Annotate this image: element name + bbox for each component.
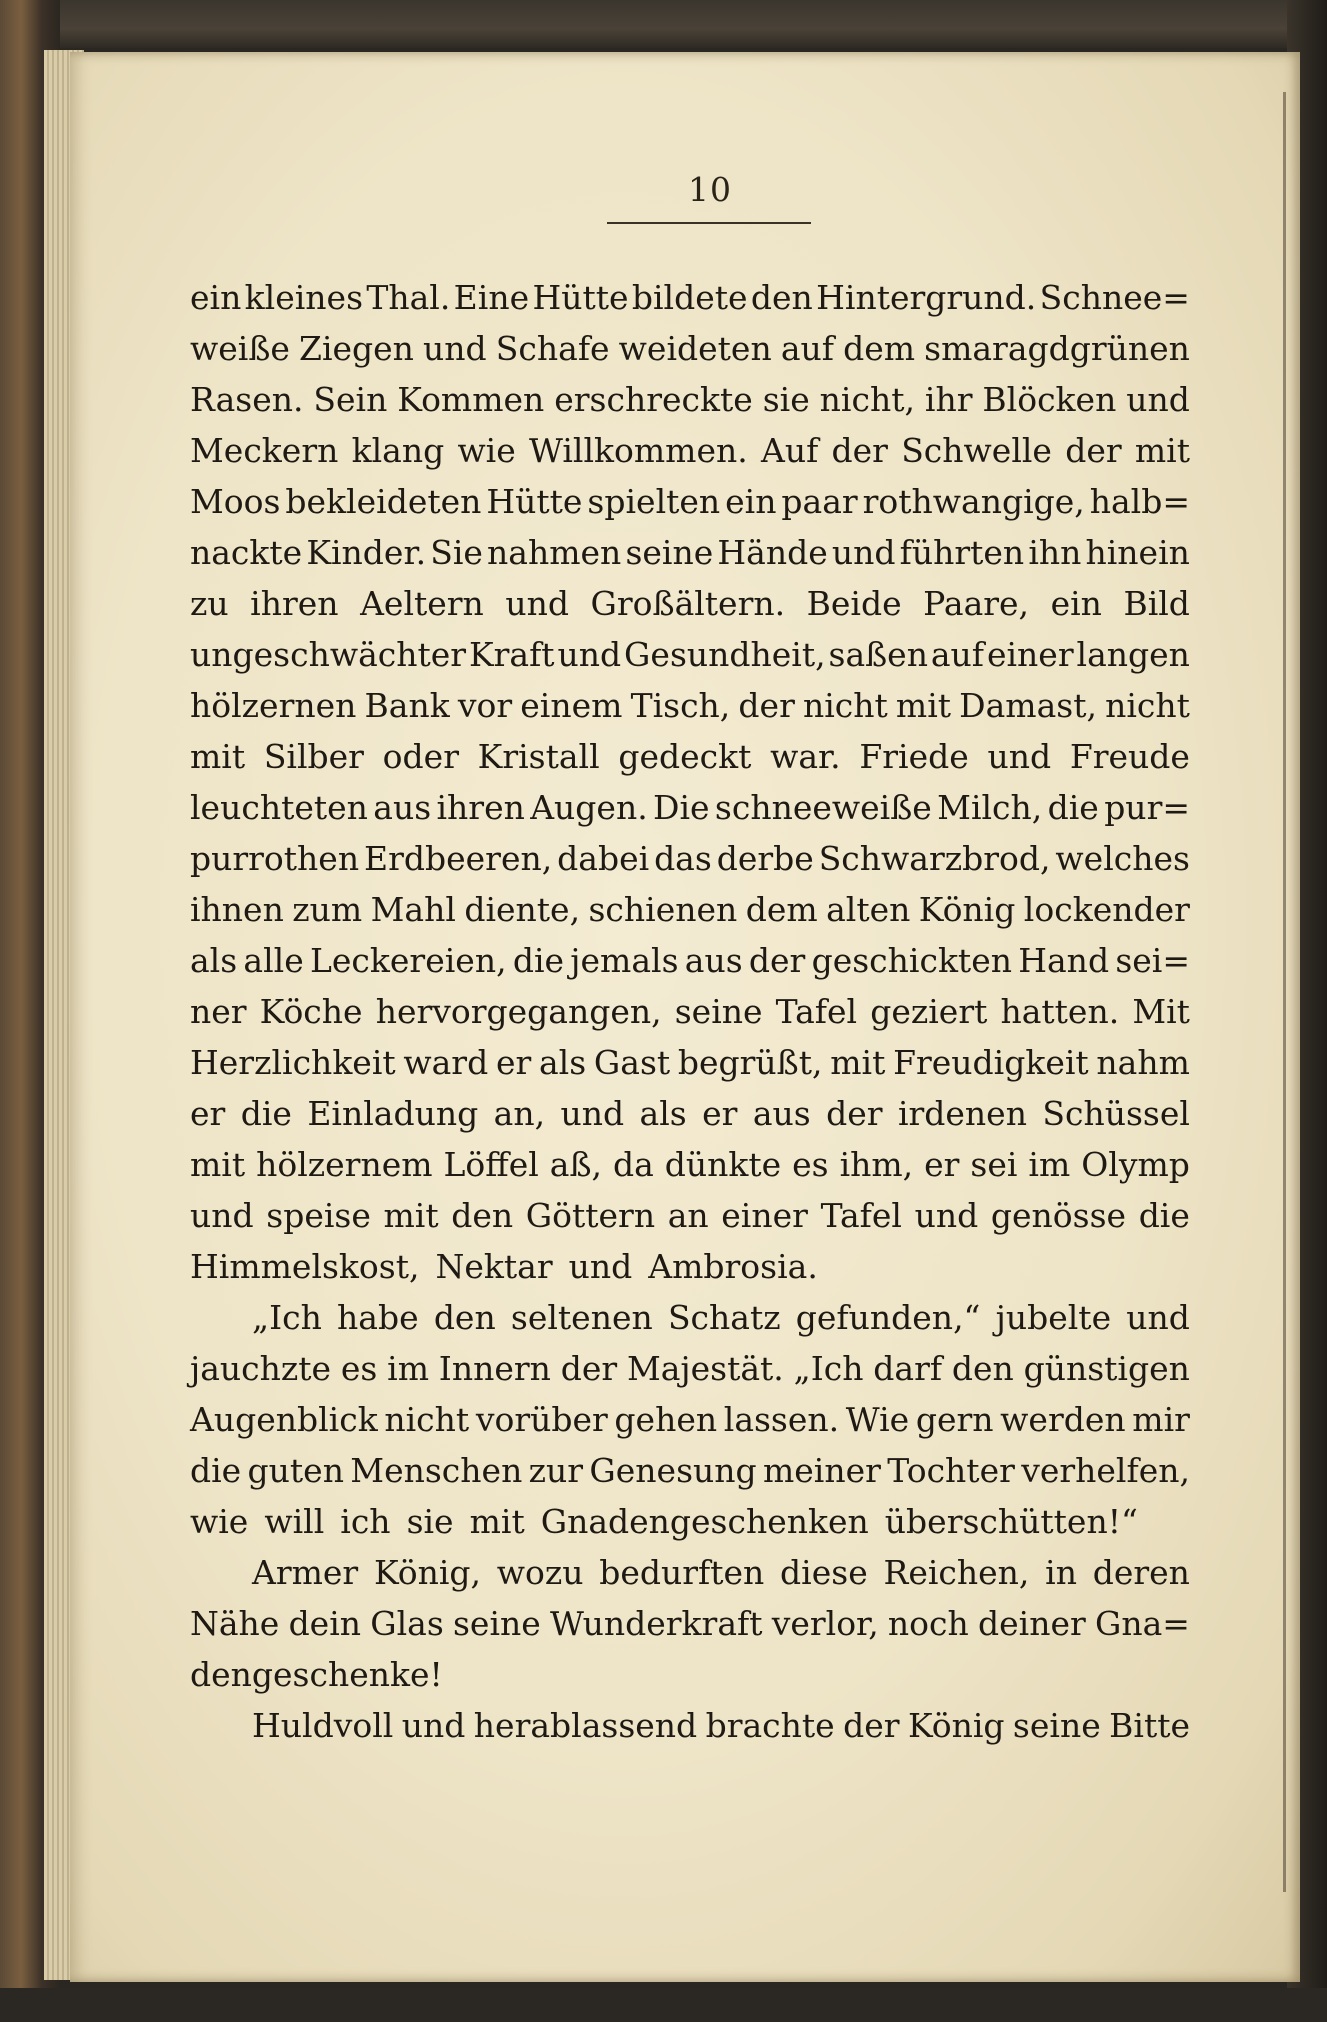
text-line: Meckern klang wie Willkommen. Auf der Schwelle der mit [190, 431, 1190, 470]
text-line: die guten Menschen zur Genesung meiner Tochter verhelfen, [190, 1451, 1190, 1490]
text-line: Himmelskost, Nektar und Ambrosia. [190, 1247, 818, 1286]
text-line: dengeschenke! [190, 1655, 443, 1694]
text-line: purrothen Erdbeeren, dabei das derbe Schwarzbrod, welches [190, 839, 1190, 878]
page-number: 10 [688, 170, 732, 209]
book-cover-bottom [0, 1988, 1327, 2022]
text-line: ungeschwächter Kraft und Gesundheit, saßen auf einer langen [190, 635, 1190, 674]
body-text [190, 272, 1190, 1751]
text-line: ner Köche hervorgegangen, seine Tafel geziert hatten. Mit [190, 992, 1190, 1031]
book-cover-top [0, 0, 1327, 48]
text-line: Rasen. Sein Kommen erschreckte sie nicht, ihr Blöcken und [190, 380, 1190, 419]
gutter-line [1283, 92, 1286, 1892]
text-line: nackte Kinder. Sie nahmen seine Hände und führten ihn hinein [190, 533, 1190, 572]
text-line: leuchteten aus ihren Augen. Die schneeweiße Milch, die pur= [190, 788, 1190, 827]
text-line: er die Einladung an, und als er aus der irdenen Schüssel [190, 1094, 1190, 1133]
text-line: mit Silber oder Kristall gedeckt war. Friede und Freude [190, 737, 1190, 776]
text-line: ihnen zum Mahl diente, schienen dem alten König lockender [190, 890, 1190, 929]
header-rule [607, 222, 811, 224]
text-line: jauchzte es im Innern der Majestät. „Ich darf den günstigen [190, 1349, 1190, 1388]
text-line: als alle Leckereien, die jemals aus der geschickten Hand sei= [190, 941, 1190, 980]
text-line: Moos bekleideten Hütte spielten ein paar rothwangige, halb= [190, 482, 1190, 521]
text-line: wie will ich sie mit Gnadengeschenken überschütten!“ [190, 1502, 1138, 1541]
text-line: Augenblick nicht vorüber gehen lassen. Wie gern werden mir [190, 1400, 1190, 1439]
text-line: „Ich habe den seltenen Schatz gefunden,“ jubelte und [252, 1298, 1190, 1337]
text-line: Armer König, wozu bedurften diese Reichen, in deren [252, 1553, 1190, 1592]
text-line: zu ihren Aeltern und Großältern. Beide Paare, ein Bild [190, 584, 1190, 623]
text-line: ein kleines Thal. Eine Hütte bildete den Hintergrund. Schnee= [190, 278, 1190, 317]
text-line: Nähe dein Glas seine Wunderkraft verlor, noch deiner Gna= [190, 1604, 1190, 1643]
text-line: mit hölzernem Löffel aß, da dünkte es ihm, er sei im Olymp [190, 1145, 1190, 1184]
text-line: und speise mit den Göttern an einer Tafel und genösse die [190, 1196, 1190, 1235]
text-line: Herzlichkeit ward er als Gast begrüßt, mit Freudigkeit nahm [190, 1043, 1190, 1082]
text-line: Huldvoll und herablassend brachte der König seine Bitte [252, 1706, 1190, 1745]
text-line: weiße Ziegen und Schafe weideten auf dem smaragdgrünen [190, 329, 1190, 368]
text-line: hölzernen Bank vor einem Tisch, der nicht mit Damast, nicht [190, 686, 1190, 725]
